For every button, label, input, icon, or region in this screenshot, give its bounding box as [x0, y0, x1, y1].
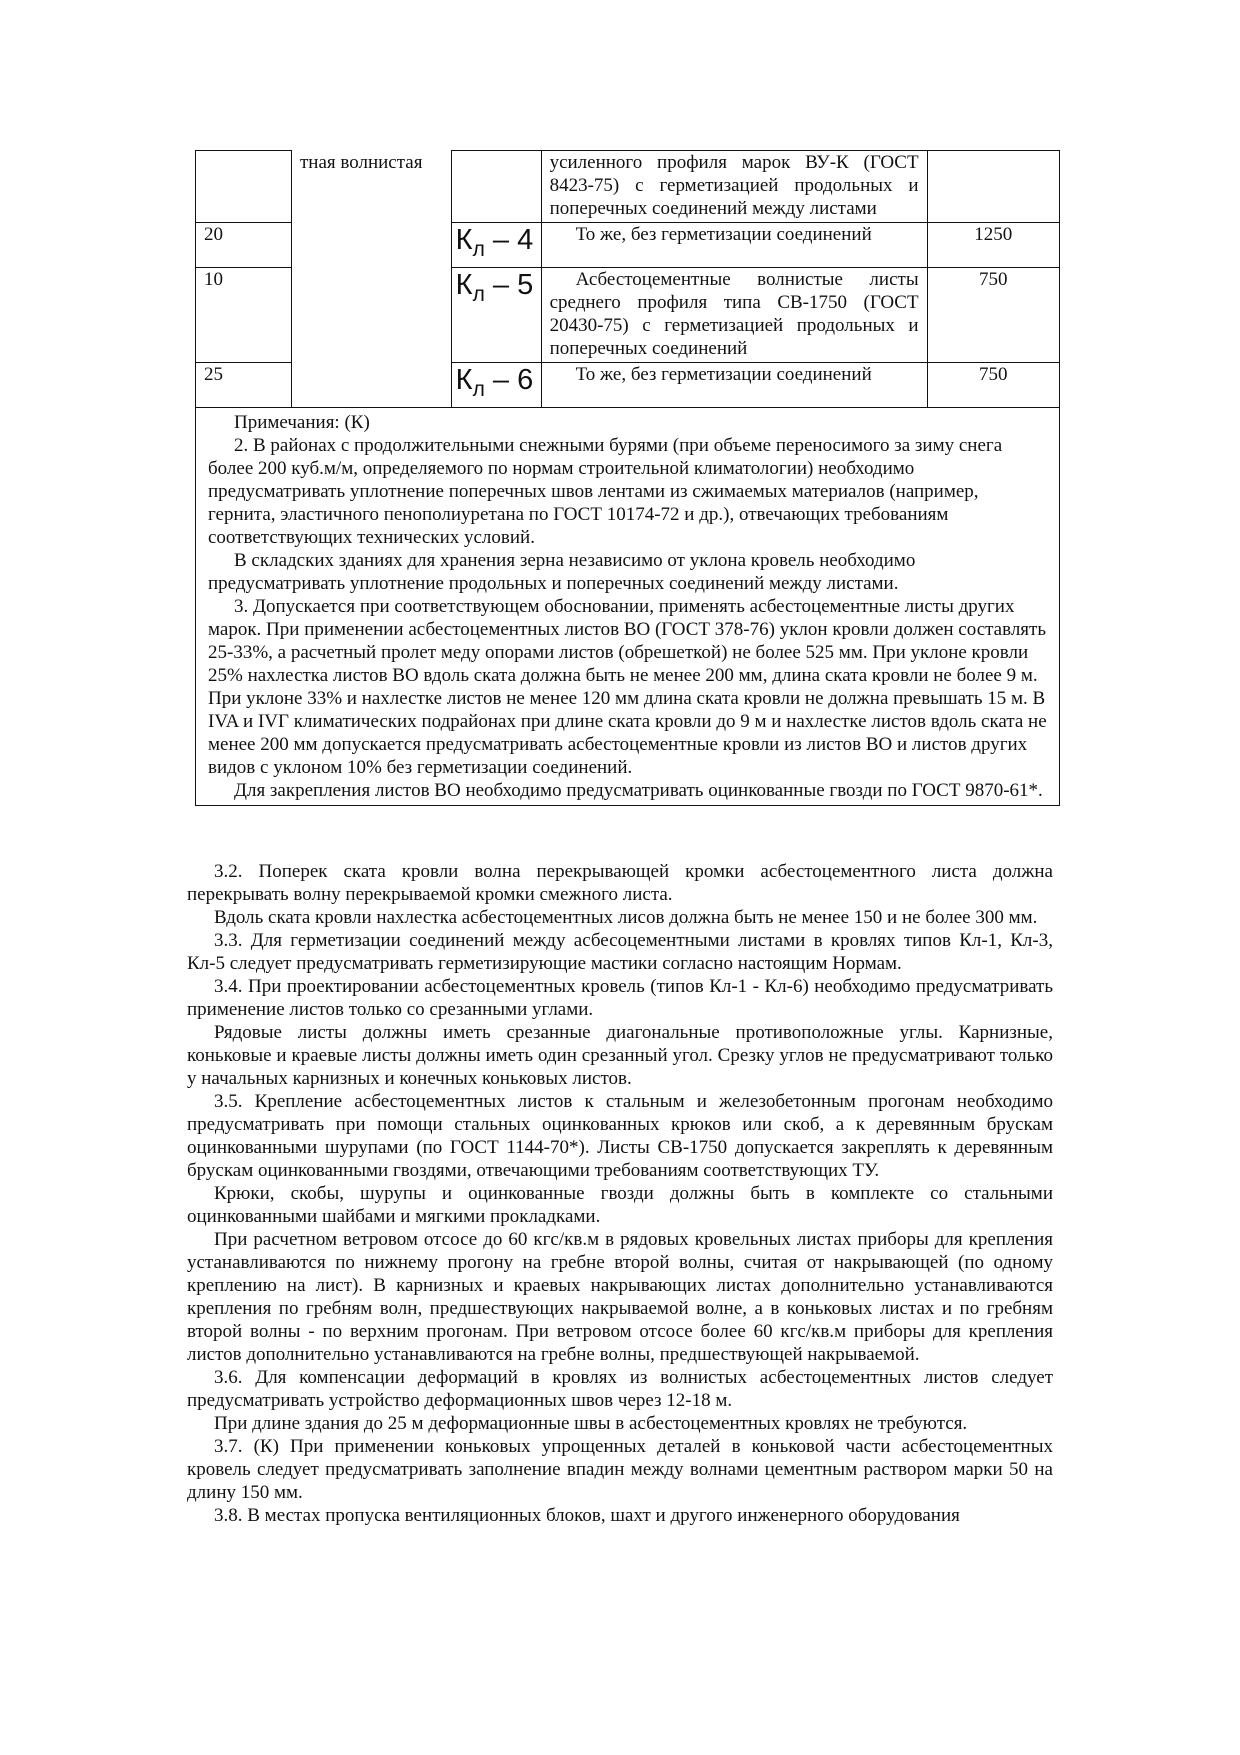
note-paragraph: Для закрепления листов ВО необходимо предусматривать оцинкованные гвозди по ГОСТ 9870-61*.	[234, 780, 1043, 801]
code-subscript: л	[472, 378, 485, 401]
description-cell: Асбестоцементные волнистые листы среднего профиля типа СВ-1750 (ГОСТ 20430-75) с герметизацией продольных и поперечных соединений	[541, 268, 927, 363]
paragraph: 3.4. При проектировании асбестоцементных кровель (типов Кл-1 - Кл-6) необходимо предусматривать применение листов только со срезанными углами.	[187, 976, 1053, 1020]
paragraph: Вдоль ската кровли нахлестка асбестоцементных лисов должна быть не менее 150 и не более 300 мм.	[214, 907, 1038, 928]
code-cell	[451, 268, 541, 363]
paragraph: Крюки, скобы, шурупы и оцинкованные гвозди должны быть в комплекте со стальными оцинкованными шайбами и мягкими прокладками.	[187, 1183, 1053, 1227]
body-text	[187, 860, 1053, 1527]
code-number: – 6	[484, 364, 534, 396]
value-cell: 750	[927, 268, 1059, 363]
code-subscript: л	[472, 283, 485, 306]
code-letter: К	[455, 269, 473, 301]
notes-cell	[196, 408, 1060, 806]
code-cell	[451, 363, 541, 408]
value-cell: 1250	[927, 223, 1059, 268]
paragraph: 3.5. Крепление асбестоцементных листов к стальным и железобетонным прогонам необходимо предусматривать при помощи стальных оцинкованных крюков или скоб, а к деревянным брускам оцинкованными шурупами (по ГОСТ 1144-70*). Листы СВ-1750 допускается закреплять к деревянным брускам оцинкованными гвоздями, отвечающими требованиям соответствующих ТУ.	[187, 1091, 1053, 1181]
paragraph: Рядовые листы должны иметь срезанные диагональные противоположные углы. Карнизные, коньковые и краевые листы должны иметь один срезанный угол. Срезку углов не предусматривают только у начальных карнизных и конечных коньковых листов.	[187, 1022, 1053, 1089]
slope-cell: 25	[196, 363, 292, 408]
value-cell	[927, 151, 1059, 223]
code-letter: К	[455, 364, 473, 396]
note-paragraph: 3. Допускается при соответствующем обосновании, применять асбестоцементные листы других марок. При применении асбестоцементных листов ВО (ГОСТ 378-76) уклон кровли должен составлять 25-33%, а расчетный пролет меду опорами листов (обрешеткой) не более 525 мм. При уклоне кровли 25% нахлестка листов ВО вдоль ската должна быть не менее 200 мм, длина ската кровли не более 9 м. При уклоне 33% и нахлестке листов не менее 120 мм длина ската кровли не должна превышать 15 м. В IVA и IVГ климатических подрайонах при длине ската кровли до 9 м и нахлестке листов вдоль ската не менее 200 мм допускается предусматривать асбестоцементные кровли из листов ВО и листов других видов с уклоном 10% без герметизации соединений.	[208, 596, 1047, 778]
value-cell: 750	[927, 363, 1059, 408]
code-cell	[451, 223, 541, 268]
description-cell: То же, без герметизации соединений	[541, 363, 927, 408]
description-cell: усиленного профиля марок ВУ-К (ГОСТ 8423-75) с герметизацией продольных и поперечных соединений между листами	[541, 151, 927, 223]
paragraph: 3.3. Для герметизации соединений между асбесоцементными листами в кровлях типов Кл-1, Кл-3, Кл-5 следует предусматривать герметизирующие мастики согласно настоящим Нормам.	[187, 930, 1053, 974]
table-row	[196, 151, 1060, 223]
table-notes-row	[196, 408, 1060, 806]
paragraph: При расчетном ветровом отсосе до 60 кгс/кв.м в рядовых кровельных листах приборы для крепления устанавливаются по нижнему прогону на гребне второй волны, считая от накрывающей (по одному креплению на лист). В карнизных и краевых накрывающих листах дополнительно устанавливаются крепления по гребням волн, предшествующих накрываемой волне, а в коньковых листах и по гребням второй волны - по верхним прогонам. При ветровом отсосе более 60 кгс/кв.м приборы для крепления листов дополнительно устанавливаются на гребне волны, предшествующей накрываемой.	[187, 1229, 1053, 1365]
slope-cell: 20	[196, 223, 292, 268]
paragraph: 3.6. Для компенсации деформаций в кровлях из волнистых асбестоцементных листов следует предусматривать устройство деформационных швов через 12-18 м.	[187, 1367, 1053, 1411]
paragraph: 3.7. (К) При применении коньковых упрощенных деталей в коньковой части асбестоцементных кровель следует предусматривать заполнение впадин между волнами цементным раствором марки 50 на длину 150 мм.	[187, 1436, 1053, 1503]
paragraph: 3.2. Поперек ската кровли волна перекрывающей кромки асбестоцементного листа должна перекрывать волну перекрываемой кромки смежного листа.	[187, 861, 1053, 905]
note-paragraph: В складских зданиях для хранения зерна независимо от уклона кровель необходимо предусматривать уплотнение продольных и поперечных соединений между листами.	[208, 550, 916, 594]
description-cell: То же, без герметизации соединений	[541, 223, 927, 268]
roof-type-cell: тная волнистая	[292, 151, 452, 408]
code-subscript: л	[472, 238, 485, 261]
paragraph: При длине здания до 25 м деформационные швы в асбестоцементных кровлях не требуются.	[214, 1413, 968, 1434]
code-cell	[451, 151, 541, 223]
code-letter: К	[455, 224, 473, 256]
slope-cell: 10	[196, 268, 292, 363]
slope-cell	[196, 151, 292, 223]
code-number: – 4	[484, 224, 534, 256]
roof-types-table	[195, 150, 1060, 806]
notes-heading: Примечания: (К)	[234, 412, 370, 433]
paragraph: 3.8. В местах пропуска вентиляционных блоков, шахт и другого инженерного оборудования	[214, 1505, 960, 1526]
code-number: – 5	[484, 269, 534, 301]
note-paragraph: 2. В районах с продолжительными снежными бурями (при объеме переносимого за зиму снега более 200 куб.м/м, определяемого по нормам строительной климатологии) необходимо предусматривать уплотнение поперечных швов лентами из сжимаемых материалов (например, гернита, эластичного пенополиуретана по ГОСТ 10174-72 и др.), отвечающих требованиям соответствующих технических условий.	[208, 435, 1003, 548]
